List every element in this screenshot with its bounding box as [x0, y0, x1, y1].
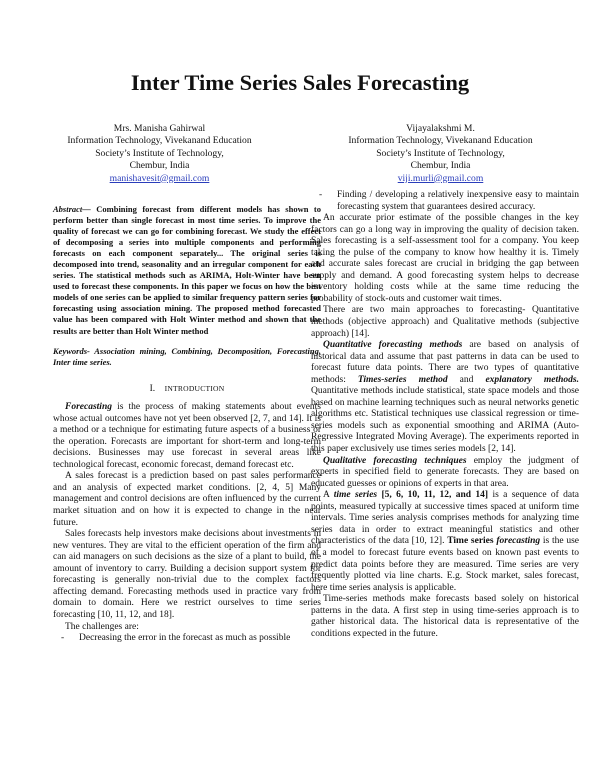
term-time-series: time series: [333, 490, 378, 501]
author-block-2: [308, 123, 573, 185]
abstract: [53, 204, 321, 337]
list-item-text: Finding / developing a relatively inexpensive easy to maintain forecasting system that guarantees desired accuracy.: [337, 190, 579, 212]
abstract-label: Abstract—: [53, 204, 91, 214]
paragraph-text: are based on analysis of historical data and assume that past patterns in data can be used to forecast future data points. There are two types of quantitative methods:: [311, 340, 579, 385]
list-item-text: Decreasing the error in the forecast as much as possible: [79, 633, 291, 644]
term-quantitative: Quantitative forecasting methods: [323, 340, 463, 351]
paragraph-9: [311, 490, 579, 594]
abstract-text: Combining forecast from different models has shown to perform better than single forecast in most time series. To improve the quality of forecast we can go for combining forecast. We study the effect of decomposing a series into multiple components and performing forecasts on each component separately... The original series is decomposed into trend, seasonality and an irregular component for each series. The statistical methods such as ARIMA, Holt-Winter have been used to forecast these components. In this paper we focus on how the best models of one series can be applied to similar frequency pattern series for forecasting using association mining. The proposed method forecasted value has been compared with Holt Winter method and shown that the results are better than Holt Winter method: [53, 204, 321, 336]
intro-paragraph-3: Sales forecasts help investors make decisions about investments in new ventures. They are vital to the efficient operation of the firm and can aid managers on such decisions as the size of a plant to build, the amount of inventory to carry. Building a decision support system for forecasting is generally non-trivial due to the complex factors affecting demand. Forecasting methods used in practice vary from domain to domain. Here we restrict ourselves to time series forecasting [10, 11, 12, and 18].: [53, 529, 321, 620]
paragraph-6: There are two main approaches to forecasting- Quantitative methods (objective approach) and Qualitative methods (subjective approach) [14].: [311, 305, 579, 339]
author-name: Mrs. Manisha Gahirwal: [113, 123, 206, 134]
intro-paragraph-1: [53, 402, 321, 471]
term-qualitative: Qualitative forecasting techniques: [323, 455, 467, 466]
term-explanatory: explanatory methods.: [485, 374, 580, 385]
paper-title: Inter Time Series Sales Forecasting: [130, 70, 470, 95]
term-time-series-bold: Time series: [447, 536, 497, 547]
author-location: Chembur, India: [129, 160, 190, 172]
challenge-list-item: [311, 190, 579, 213]
author-name: Vijayalakshmi M.: [406, 123, 475, 134]
author-location: Chembur, India: [410, 160, 471, 172]
section-heading: [53, 383, 321, 396]
paragraph-text: is the process of making statements about events whose actual outcomes have not yet been observed [2, 7, and 14]. It is a method or a technique for estimating future aspects of a business or the operation. Forecasts are important for short-term and long-term decisions. Businesses may use forecast in several areas like technological forecast, economic forecast, demand forecast etc.: [53, 402, 321, 470]
author-block-1: [27, 123, 292, 185]
paragraph-10: Time-series methods make forecasts based solely on historical patterns in the data. A first step in using time-series approach is to gather historical data. The historical data is representative of the conditions expected in the future.: [311, 594, 579, 639]
term-forecasting: forecasting: [496, 536, 541, 547]
author-dept: Information Technology, Vivekanand Education: [67, 135, 252, 147]
author-email-link[interactable]: viji.murli@gmail.com: [397, 172, 484, 184]
author-email-link[interactable]: manishavesit@gmail.com: [109, 172, 210, 184]
citation: [5, 6, 10, 11, 12, and 14]: [377, 490, 489, 501]
challenge-list-item: [53, 633, 321, 645]
paragraph-5: An accurate prior estimate of the possible changes in the key factors can go a long way in improving the quality of decision taken. Sales forecasting is a self-assessment tool for a company. You keep taking the pulse of the company to know how healthy it is. Timely and accurate sales forecast are crucial in bridging the gap between supply and demand. A good forecasting system helps to decrease inventory holding costs while at the same time reducing the probability of stock-outs and customer wait times.: [311, 213, 579, 304]
paragraph-text: and: [447, 374, 486, 385]
paragraph-text: employ the judgment of experts in specified field to generate forecasts. They are based on educated guesses or opinions of experts in that area.: [311, 455, 579, 489]
right-column: [311, 190, 579, 640]
section-title: INTRODUCTION: [164, 383, 225, 393]
author-institute: Society’s Institute of Technology,: [376, 147, 505, 159]
dash-marker: -: [319, 190, 323, 200]
term-forecasting: Forecasting: [65, 402, 112, 413]
keywords: Keywords- Association mining, Combining, Decomposition, Forecasting, Inter time series.: [53, 345, 321, 367]
paragraph-text: Quantitative methods include statistical, state space models and those based on machine learning techniques such as neural networks genetic algorithms etc. Statistical techniques use classical regression or time-series models such as exponential smoothing and ARIMA (Auto-Regressive Integrated Moving Average). The experiments reported in this paper exclusively use times series models [2, 14].: [311, 386, 579, 455]
intro-paragraph-4: The challenges are:: [65, 621, 139, 632]
paragraph-text: is a sequence of data points, measured typically at successive times spaced at uniform time intervals. Time series analysis comprises methods for analyzing time series data in order to extract meaningful statistics and other characteristics of the data [10, 12].: [311, 490, 579, 547]
left-column: [53, 204, 321, 645]
term-times-series: Times-series method: [357, 374, 448, 385]
paragraph-text: is the use of a model to forecast future events based on known past events to predict data points before they are measured. Time series are very frequently plotted via line charts. E.g. Stock market, sales forecast, here time series analysis is applicable.: [311, 536, 579, 593]
author-institute: Society’s Institute of Technology,: [95, 147, 224, 159]
intro-paragraph-2: A sales forecast is a prediction based on past sales performance and an analysis of expected market conditions. [2, 4, 5] Many management and control decisions are often influenced by the current market situation and on how it is expected to change in the near future.: [53, 471, 321, 528]
dash-marker: -: [61, 633, 65, 644]
paragraph-8: [311, 456, 579, 491]
paragraph-text: A: [323, 490, 334, 501]
section-number: I.: [149, 383, 156, 394]
author-dept: Information Technology, Vivekanand Education: [348, 135, 533, 147]
paragraph-7: [311, 340, 579, 455]
